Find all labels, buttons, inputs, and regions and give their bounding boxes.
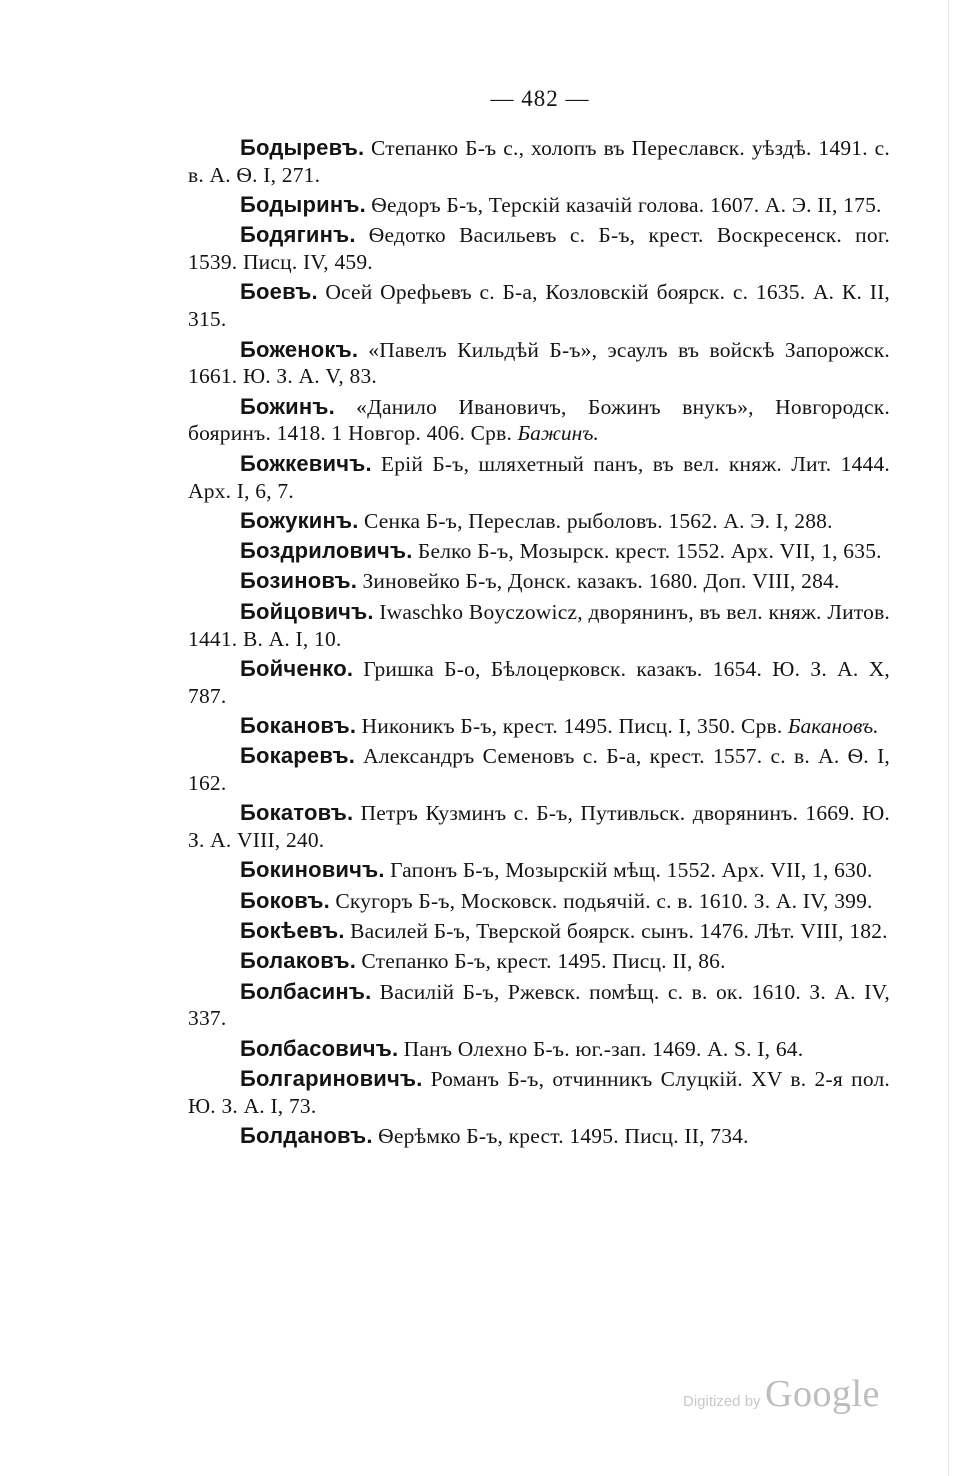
entry-text: Василій Б-ъ, Ржевск. помѣщ. с. в. ок. 1610. З. А. IV, 337. — [188, 979, 891, 1031]
entry-headword: Болаковъ. — [240, 948, 357, 974]
entry-headword: Бойцовичъ. — [240, 598, 374, 624]
dictionary-entry — [188, 135, 890, 189]
entry-headword: Боздриловичъ. — [240, 538, 413, 564]
entry-headword: Боковъ. — [240, 887, 330, 913]
entry-text: Белко Б-ъ, Мозырск. крест. 1552. Арх. VII, 1, 635. — [417, 539, 882, 564]
entry-list — [188, 135, 890, 1153]
entry-headword: Боженокъ. — [240, 336, 359, 362]
dictionary-entry — [188, 713, 890, 740]
entry-headword: Боевъ. — [240, 279, 318, 305]
entry-headword: Бодягинъ. — [240, 222, 356, 248]
entry-headword: Бокиновичъ. — [240, 857, 385, 883]
entry-text: Ѳедоръ Б-ъ, Терскій казачій голова. 1607. А. Э. II, 175. — [371, 193, 882, 218]
dictionary-entry — [188, 656, 890, 710]
dictionary-entry — [188, 857, 890, 884]
entry-text: Осей Орефьевъ с. Б-а, Козловскій боярск. с. 1635. А. К. II, 315. — [188, 280, 891, 332]
entry-headword: Бокаревъ. — [240, 743, 356, 769]
page-edge — [948, 0, 949, 1476]
entry-cross-reference: Бажинъ. — [517, 421, 599, 446]
entry-headword: Божкевичъ. — [240, 450, 372, 476]
dictionary-entry — [188, 1036, 890, 1063]
entry-headword: Божинъ. — [240, 393, 335, 419]
watermark-prefix: Digitized by — [683, 1393, 761, 1410]
dictionary-entry — [188, 1066, 890, 1120]
entry-text: Гришка Б-о, Бѣлоцерковск. казакъ. 1654. Ю. З. А. X, 787. — [188, 656, 890, 708]
entry-text: Василей Б-ъ, Тверской боярск. сынъ. 1476. Лѣт. VIII, 182. — [350, 919, 888, 944]
entry-text: Никоникъ Б-ъ, крест. 1495. Писц. I, 350. Срв. — [361, 713, 783, 738]
entry-headword: Болдановъ. — [240, 1123, 373, 1149]
google-logo: Google — [765, 1373, 880, 1415]
dictionary-entry — [188, 568, 890, 595]
entry-headword: Бокатовъ. — [240, 800, 354, 826]
entry-headword: Болбасовичъ. — [240, 1035, 399, 1061]
dictionary-entry — [188, 743, 890, 797]
dictionary-entry — [188, 222, 890, 276]
dictionary-entry — [188, 948, 890, 975]
page-number: — 482 — — [490, 86, 590, 111]
entry-headword: Бодыревъ. — [240, 135, 365, 160]
entry-headword: Болгариновичъ. — [240, 1066, 423, 1091]
dictionary-entry — [188, 394, 890, 448]
dictionary-entry — [188, 279, 890, 333]
entry-headword: Бодыринъ. — [240, 192, 366, 218]
entry-headword: Бойченко. — [240, 655, 354, 681]
dictionary-entry — [188, 888, 890, 915]
entry-text: Зиновейко Б-ъ, Донск. казакъ. 1680. Доп. VIII, 284. — [362, 569, 840, 594]
dictionary-entry — [188, 599, 890, 653]
entry-headword: Бозиновъ. — [240, 568, 358, 594]
entry-text: Ерій Б-ъ, шляхетный панъ, въ вел. княж. Лит. 1444. Арх. I, 6, 7. — [188, 451, 890, 503]
entry-text: «Павелъ Кильдѣй Б-ъ», эсаулъ въ войскѣ Запорожск. 1661. Ю. З. А. V, 83. — [188, 337, 890, 389]
entry-text: Сенка Б-ъ, Переслав. рыболовъ. 1562. А. Э. I, 288. — [363, 508, 833, 533]
entry-headword: Болбасинъ. — [240, 978, 372, 1004]
entry-text: Степанко Б-ъ, крест. 1495. Писц. II, 86. — [361, 949, 726, 974]
entry-text: Петръ Кузминъ с. Б-ъ, Путивльск. дворянинъ. 1669. Ю. З. А. VIII, 240. — [188, 801, 890, 853]
entry-text: Панъ Олехно Б-ъ. юг.-зап. 1469. А. S. I, 64. — [403, 1036, 804, 1061]
dictionary-entry — [188, 538, 890, 565]
dictionary-entry — [188, 800, 890, 854]
dictionary-entry — [188, 979, 890, 1033]
entry-headword: Божукинъ. — [240, 507, 359, 533]
entry-text: Романъ Б-ъ, отчинникъ Слуцкій. XV в. 2-я пол. Ю. З. А. I, 73. — [188, 1067, 890, 1118]
dictionary-entry — [188, 918, 890, 945]
dictionary-entry — [188, 192, 890, 219]
entry-text: Ѳерѣмко Б-ъ, крест. 1495. Писц. II, 734. — [378, 1124, 749, 1149]
entry-text: «Данило Ивановичъ, Божинъ внукъ», Новгородск. бояринъ. 1418. 1 Новгор. 406. Срв. — [188, 394, 891, 446]
entry-text: Степанко Б-ъ с., холопъ въ Переславск. уѣздѣ. 1491. с. в. А. Ѳ. I, 271. — [188, 136, 891, 187]
dictionary-entry — [188, 508, 890, 535]
entry-cross-reference: Бакановъ. — [787, 713, 879, 738]
entry-headword: Бокановъ. — [240, 712, 357, 738]
digitized-watermark — [683, 1372, 880, 1416]
entry-text: Iwaschko Boyczowicz, дворянинъ, въ вел. княж. Литов. 1441. В. А. I, 10. — [188, 599, 890, 651]
entry-text: Александръ Семеновъ с. Б-а, крест. 1557. с. в. А. Ѳ. I, 162. — [188, 744, 891, 796]
entry-headword: Бокѣевъ. — [240, 918, 345, 944]
entry-text: Скугоръ Б-ъ, Московск. подьячій. с. в. 1610. З. А. IV, 399. — [335, 888, 873, 913]
entry-text: Гапонъ Б-ъ, Мозырскій мѣщ. 1552. Арх. VII, 1, 630. — [390, 858, 873, 883]
dictionary-entry — [188, 451, 890, 505]
dictionary-entry — [188, 1123, 890, 1150]
entry-text: Ѳедотко Васильевъ с. Б-ъ, крест. Воскресенск. пог. 1539. Писц. IV, 459. — [188, 223, 890, 275]
dictionary-entry — [188, 337, 890, 391]
